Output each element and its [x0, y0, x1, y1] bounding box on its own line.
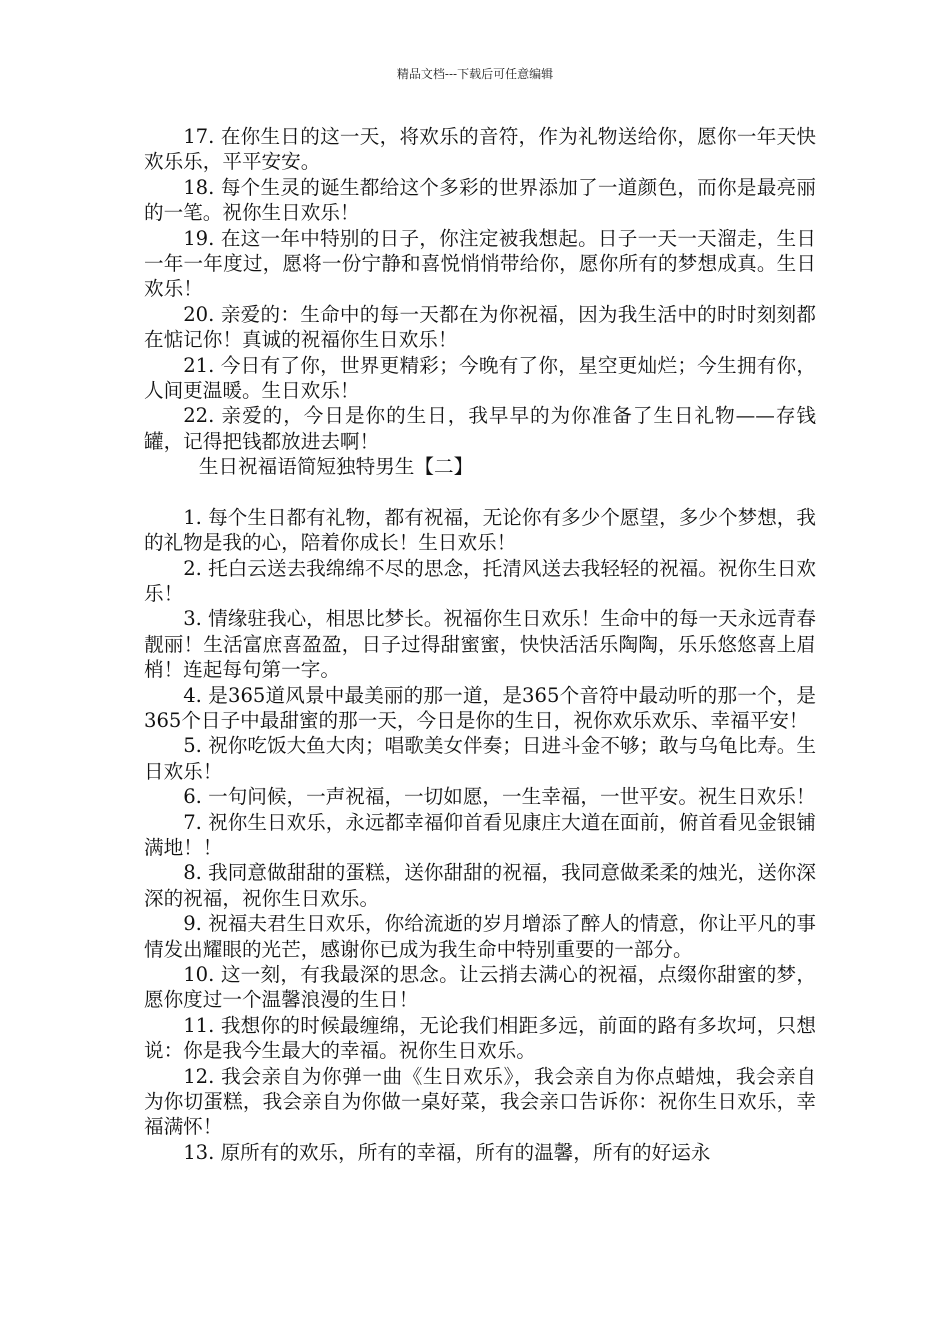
paragraph-11: 11. 我想你的时候最缠绵，无论我们相距多远，前面的路有多坎坷，只想说：你是我今生最大的幸福。祝你生日欢乐。: [144, 1013, 816, 1063]
paragraph-17: 17. 在你生日的这一天，将欢乐的音符，作为礼物送给你，愿你一年天快欢乐乐，平平安安。: [144, 125, 816, 174]
paragraph-8: 8. 我同意做甜甜的蛋糕，送你甜甜的祝福，我同意做柔柔的烛光，送你深深的祝福，祝你生日欢乐。: [144, 861, 816, 910]
paragraph-4: 4. 是365道风景中最美丽的那一道，是365个音符中最动听的那一个，是365个日子中最甜蜜的那一天，今日是你的生日，祝你欢乐欢乐、幸福平安！: [144, 683, 816, 732]
paragraph-5: 5. 祝你吃饭大鱼大肉；唱歌美女伴奏；日进斗金不够；敢与乌龟比寿。生日欢乐！: [144, 734, 816, 783]
paragraph-21: 21. 今日有了你，世界更精彩；今晚有了你，星空更灿烂；今生拥有你，人间更温暖。生日欢乐！: [144, 353, 816, 403]
paragraph-10: 10. 这一刻，有我最深的思念。让云捎去满心的祝福，点缀你甜蜜的梦，愿你度过一个温馨浪漫的生日！: [144, 963, 816, 1012]
paragraph-2: 2. 托白云送去我绵绵不尽的思念，托清风送去我轻轻的祝福。祝你生日欢乐！: [144, 556, 816, 605]
page-header: 精品文档---下载后可任意编辑: [396, 67, 554, 81]
paragraph-1: 1. 每个生日都有礼物，都有祝福，无论你有多少个愿望，多少个梦想，我的礼物是我的心，陪着你成长！生日欢乐！: [144, 505, 816, 555]
paragraph-19: 19. 在这一年中特别的日子，你注定被我想起。日子一天一天溜走，生日一年一年度过，愿将一份宁静和喜悦悄悄带给你，愿你所有的梦想成真。生日欢乐！: [144, 226, 816, 301]
paragraph-9: 9. 祝福夫君生日欢乐，你给流逝的岁月增添了醉人的情意，你让平凡的事情发出耀眼的光芒，感谢你已成为我生命中特别重要的一部分。: [144, 912, 816, 961]
paragraph-13: 13. 原所有的欢乐，所有的幸福，所有的温馨，所有的好运永: [183, 1140, 711, 1164]
paragraph-3: 3. 情缘驻我心，相思比梦长。祝福你生日欢乐！生命中的每一天永远青春靓丽！生活富庶喜盈盈，日子过得甜蜜蜜，快快活活乐陶陶，乐乐悠悠喜上眉梢！连起每句第一字。: [144, 607, 816, 682]
section-gap: [144, 480, 816, 505]
document-body: [144, 124, 816, 1165]
paragraph-6: 6. 一句问候，一声祝福，一切如愿，一生幸福，一世平安。祝生日欢乐！: [183, 785, 816, 809]
section-title: 生日祝福语简短独特男生【二】: [198, 455, 474, 479]
paragraph-22: 22. 亲爱的，今日是你的生日，我早早的为你准备了生日礼物——存钱罐，记得把钱都放进去啊！: [144, 404, 816, 453]
paragraph-7: 7. 祝你生日欢乐，永远都幸福仰首看见康庄大道在面前，俯首看见金银铺满地！！: [144, 810, 816, 859]
paragraph-20: 20. 亲爱的：生命中的每一天都在为你祝福，因为我生活中的时时刻刻都在惦记你！真诚的祝福你生日欢乐！: [144, 302, 816, 352]
paragraph-18: 18. 每个生灵的诞生都给这个多彩的世界添加了一道颜色，而你是最亮丽的一笔。祝你生日欢乐！: [144, 175, 816, 225]
paragraph-12: 12. 我会亲自为你弹一曲《生日欢乐》，我会亲自为你点蜡烛，我会亲自为你切蛋糕，我会亲自为你做一桌好菜，我会亲口告诉你：祝你生日欢乐，幸福满怀！: [144, 1064, 816, 1139]
